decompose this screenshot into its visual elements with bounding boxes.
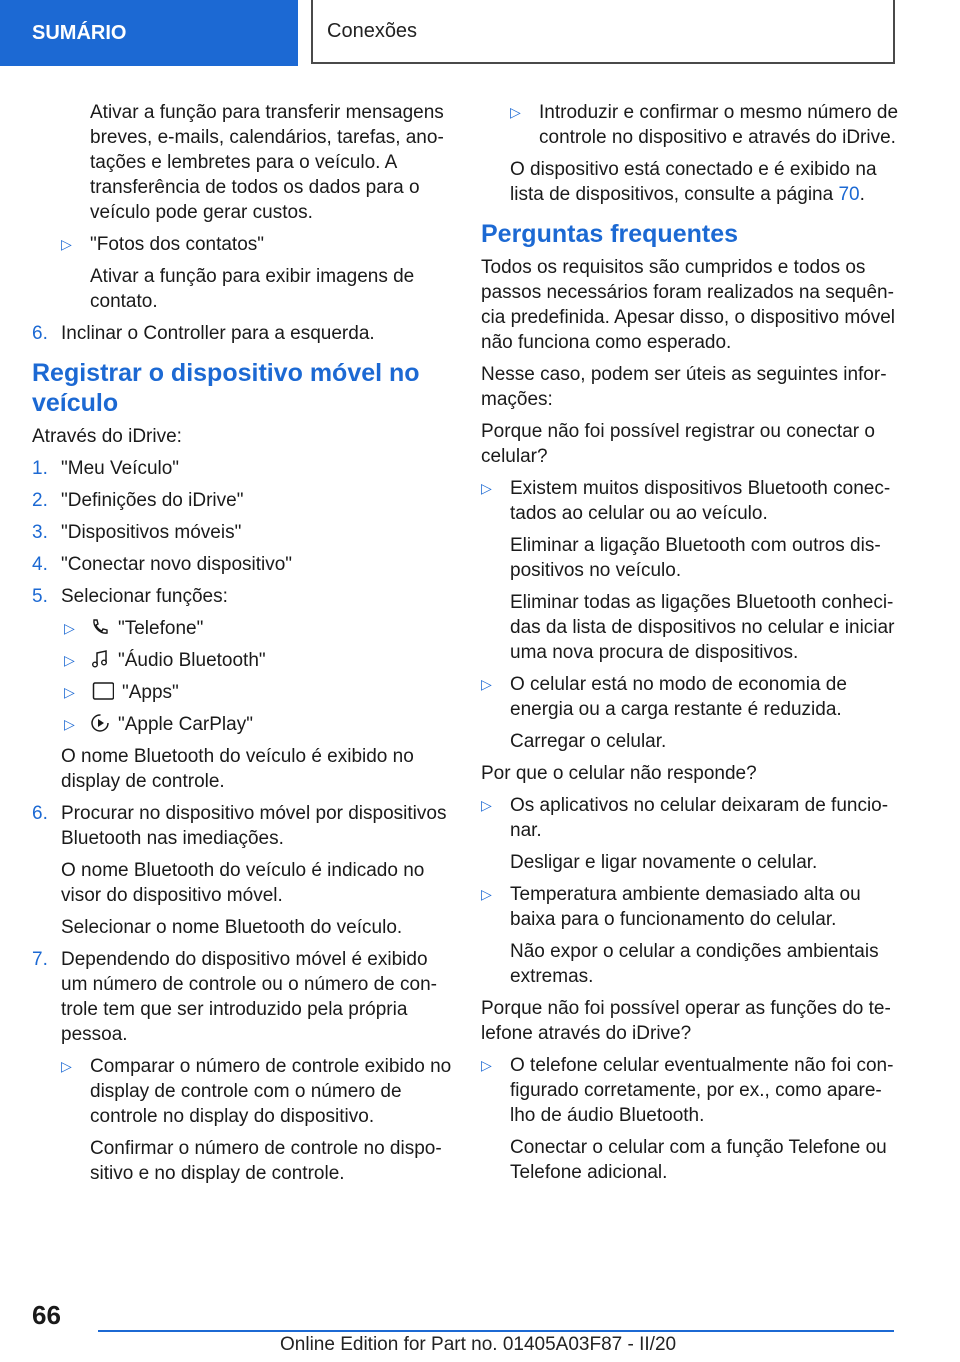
- step-item: [32, 584, 452, 609]
- triangle-bullet-icon: ▷: [481, 676, 492, 692]
- triangle-bullet-icon: ▷: [481, 480, 492, 496]
- summary-tab[interactable]: SUMÁRIO: [0, 0, 298, 66]
- edition-text: Online Edition for Part no. 01405A03F87 - II/20: [280, 1334, 677, 1355]
- step-number: 2.: [32, 490, 48, 511]
- step-text: Procurar no dispositivo móvel por dispositivos Bluetooth nas imediações.: [61, 803, 447, 849]
- question: Porque não foi possível operar as funções do te-lefone através do iDrive?: [481, 998, 891, 1044]
- list-item-text: O telefone celular eventualmente não foi con-figurado corretamente, por ex., como apare-lho de áudio Bluetooth.: [510, 1055, 894, 1126]
- function-label: "Áudio Bluetooth": [118, 650, 266, 671]
- answer: Conectar o celular com a função Telefone ou Telefone adicional.: [510, 1137, 887, 1183]
- step-number: 3.: [32, 522, 48, 543]
- list-item-text: O celular está no modo de economia de energia ou a carga restante é reduzida.: [510, 674, 847, 720]
- section-heading: Perguntas frequentes: [481, 220, 739, 248]
- apps-square-icon: [90, 681, 114, 701]
- triangle-bullet-icon: ▷: [61, 236, 72, 252]
- function-item-apps: [32, 680, 452, 705]
- step-item: [32, 552, 452, 577]
- list-item: [481, 793, 901, 843]
- bt-name-text: O nome Bluetooth do veículo é exibido no display de controle.: [61, 746, 414, 792]
- answer: Eliminar a ligação Bluetooth com outros dis-positivos no veículo.: [510, 535, 881, 581]
- list-item: [32, 1054, 452, 1129]
- intro-text-2: Nesse caso, podem ser úteis as seguintes infor-mações:: [481, 364, 887, 410]
- page-header: [0, 0, 960, 66]
- triangle-bullet-icon: ▷: [64, 620, 75, 636]
- triangle-bullet-icon: ▷: [64, 652, 75, 668]
- page-number: 66: [32, 1300, 61, 1330]
- step-text: "Definições do iDrive": [61, 490, 244, 511]
- list-item: [481, 882, 901, 932]
- phone-icon: [90, 617, 110, 637]
- via-text: Através do iDrive:: [32, 426, 182, 447]
- function-label: "Apps": [122, 682, 179, 703]
- triangle-bullet-icon: ▷: [481, 1057, 492, 1073]
- answer: Desligar e ligar novamente o celular.: [510, 852, 818, 873]
- step-number: 1.: [32, 458, 48, 479]
- list-item-text: Comparar o número de controle exibido no display de controle com o número de controle no display do dispositivo.: [90, 1056, 452, 1127]
- step-item: [32, 456, 452, 481]
- triangle-bullet-icon: ▷: [510, 104, 521, 120]
- answer: Não expor o celular a condições ambientais extremas.: [510, 941, 879, 987]
- question: Por que o celular não responde?: [481, 763, 757, 784]
- connected-text-main: O dispositivo está conectado e é exibido na lista de dispositivos, consulte a página: [510, 159, 877, 205]
- answer: Carregar o celular.: [510, 731, 667, 752]
- triangle-bullet-icon: ▷: [64, 684, 75, 700]
- continued-text: Ativar a função para transferir mensagens breves, e-mails, calendários, tarefas, ano-tações e lembretes para o veículo. A transferência de todos os dados para o veículo pode gerar custos.: [90, 102, 444, 223]
- triangle-bullet-icon: ▷: [481, 886, 492, 902]
- left-column: [32, 100, 452, 1193]
- list-item-text: Introduzir e confirmar o mesmo número de controle no dispositivo e através do iDrive.: [539, 102, 899, 148]
- section-heading: Registrar o dispositivo móvel no veículo: [32, 359, 420, 417]
- function-item-phone: [32, 616, 452, 641]
- answer: Eliminar todas as ligações Bluetooth conheci-das da lista de dispositivos no celular e iniciar uma nova procura de dispositivos.: [510, 592, 895, 663]
- step-number: 7.: [32, 949, 48, 970]
- step-text: "Dispositivos móveis": [61, 522, 242, 543]
- list-item: [32, 232, 452, 257]
- connected-text: [481, 157, 901, 207]
- step-text: Inclinar o Controller para a esquerda.: [61, 323, 375, 344]
- section-title: Conexões: [311, 0, 895, 64]
- list-item-text: Existem muitos dispositivos Bluetooth conec-tados ao celular ou ao veículo.: [510, 478, 891, 524]
- step-para: O nome Bluetooth do veículo é indicado no visor do dispositivo móvel.: [61, 860, 425, 906]
- step-text: Selecionar funções:: [61, 586, 228, 607]
- connected-text-end: .: [859, 184, 865, 205]
- function-label: "Telefone": [118, 618, 204, 639]
- question: Porque não foi possível registrar ou conectar o celular?: [481, 421, 875, 467]
- right-column: [481, 100, 901, 1192]
- list-item-desc: Confirmar o número de controle no dispo-sitivo e no display de controle.: [90, 1138, 442, 1184]
- step-para: Selecionar o nome Bluetooth do veículo.: [61, 917, 403, 938]
- function-label: "Apple CarPlay": [118, 714, 253, 735]
- function-item-audio: [32, 648, 452, 673]
- triangle-bullet-icon: ▷: [64, 716, 75, 732]
- step-text: "Meu Veículo": [61, 458, 180, 479]
- step-item: [32, 520, 452, 545]
- triangle-bullet-icon: ▷: [481, 797, 492, 813]
- list-item: [481, 100, 901, 150]
- step-number: 5.: [32, 586, 48, 607]
- footer-divider: [98, 1330, 894, 1332]
- step-text: Dependendo do dispositivo móvel é exibido um número de controle ou o número de con-trole tem que ser introduzido pela própria pessoa.: [61, 949, 437, 1045]
- list-item-desc: Ativar a função para exibir imagens de contato.: [90, 266, 415, 312]
- list-item-text: Temperatura ambiente demasiado alta ou baixa para o funcionamento do celular.: [510, 884, 861, 930]
- list-item: [481, 1053, 901, 1128]
- step-text: "Conectar novo dispositivo": [61, 554, 293, 575]
- triangle-bullet-icon: ▷: [61, 1058, 72, 1074]
- step-item: [32, 488, 452, 513]
- step-item: [32, 801, 452, 851]
- list-item: [481, 476, 901, 526]
- music-note-icon: [90, 649, 110, 669]
- step-item: [32, 321, 452, 346]
- carplay-icon: [90, 713, 110, 733]
- list-item-text: Os aplicativos no celular deixaram de funcio-nar.: [510, 795, 889, 841]
- intro-text: Todos os requisitos são cumpridos e todos os passos necessários foram realizados na sequên-cia predefinida. Apesar disso, o dispositivo móvel não funciona como esperado.: [481, 257, 896, 353]
- step-number: 4.: [32, 554, 48, 575]
- page-link[interactable]: 70: [838, 184, 860, 205]
- step-number: 6.: [32, 803, 48, 824]
- list-item: [481, 672, 901, 722]
- step-item: [32, 947, 452, 1047]
- step-number: 6.: [32, 323, 48, 344]
- function-item-carplay: [32, 712, 452, 737]
- list-item-text: "Fotos dos contatos": [90, 234, 265, 255]
